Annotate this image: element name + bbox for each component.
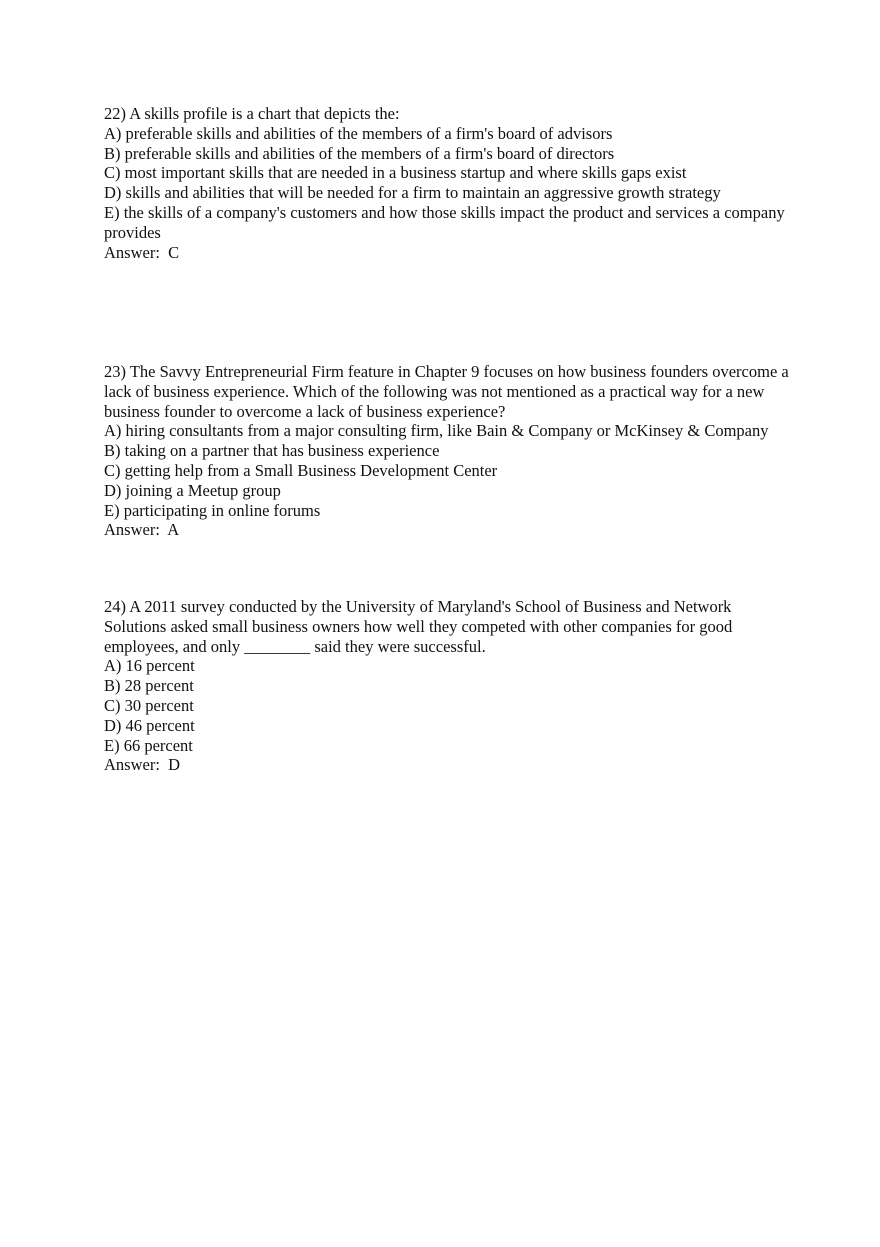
answer: Answer: D [104,755,181,775]
option-d: D) 46 percent [104,715,195,735]
question-23 [104,362,794,540]
question-22 [104,104,794,262]
option-c: C) most important skills that are needed in a business startup and where skills gaps exist [104,163,687,183]
question-24 [104,597,794,775]
question-stem: 23) The Savvy Entrepreneurial Firm feature in Chapter 9 focuses on how business founders overcome a lack of business experience. Which of the following was not mentioned as a practical way for a new business founder to overcome a lack of business experience? [104,362,789,421]
option-b: B) 28 percent [104,676,194,696]
option-e: E) participating in online forums [104,500,321,520]
question-stem: 22) A skills profile is a chart that depicts the: [104,104,400,123]
option-b: B) taking on a partner that has business experience [104,441,440,461]
answer: Answer: C [104,242,180,262]
option-a: A) hiring consultants from a major consulting firm, like Bain & Company or McKinsey & Company [104,421,769,441]
answer: Answer: A [104,520,180,540]
option-d: D) skills and abilities that will be needed for a firm to maintain an aggressive growth strategy [104,183,721,203]
option-d: D) joining a Meetup group [104,480,281,500]
option-e: E) the skills of a company's customers and how those skills impact the product and services a company provides [104,202,785,242]
option-a: A) 16 percent [104,656,195,676]
option-c: C) getting help from a Small Business Development Center [104,460,498,480]
option-e: E) 66 percent [104,735,193,755]
option-b: B) preferable skills and abilities of the members of a firm's board of directors [104,143,615,163]
option-c: C) 30 percent [104,695,194,715]
option-a: A) preferable skills and abilities of the members of a firm's board of advisors [104,123,613,143]
question-stem: 24) A 2011 survey conducted by the University of Maryland's School of Business and Network Solutions asked small business owners how well they competed with other companies for good employees, and only ________ said they were successful. [104,597,733,656]
